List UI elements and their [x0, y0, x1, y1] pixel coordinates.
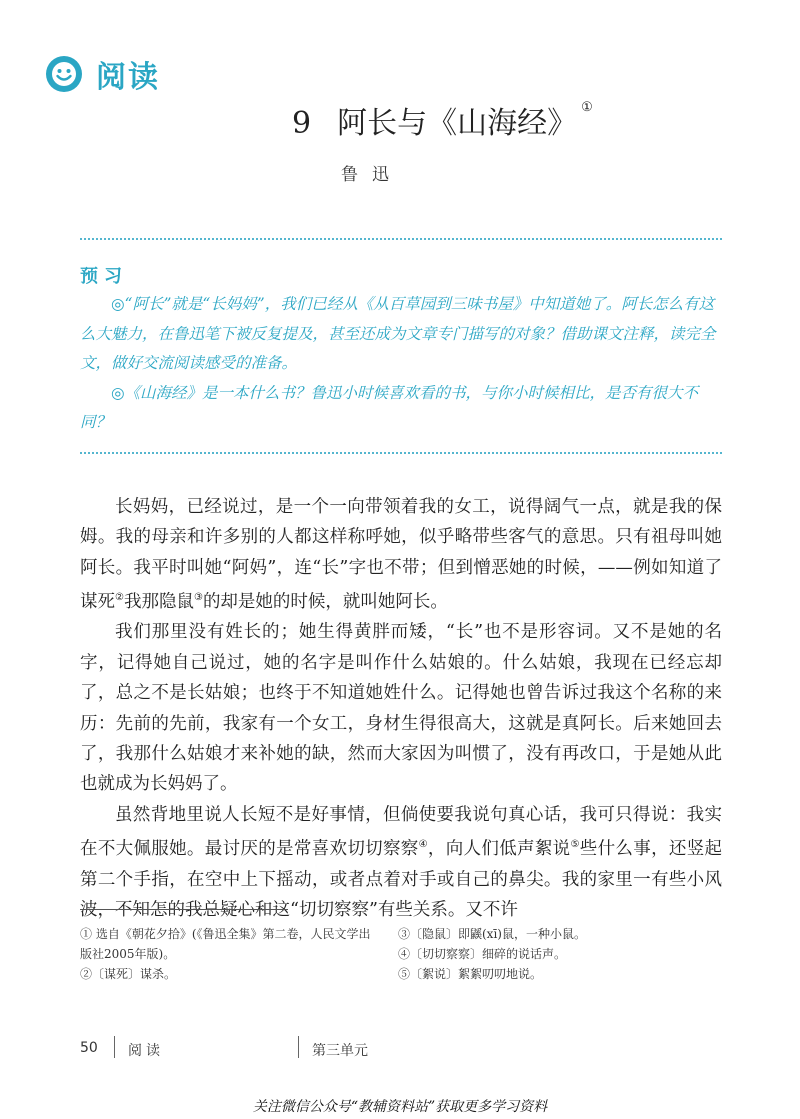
- footer-unit: 第三单元: [312, 1043, 368, 1059]
- lesson-title: [292, 98, 593, 142]
- body-paragraph-1: [80, 492, 722, 617]
- body-text-span: 的却是她的时候，就叫她阿长。: [202, 592, 448, 613]
- body-text-span: 些什么事，还竖起第二个手指，在空中上下摇动，或者点着对手或自己的鼻尖。我的家里一有些小风波，不知怎的我总疑心和这“切切察察”有些关系。又不许: [80, 839, 723, 920]
- lesson-number: 9: [292, 106, 312, 141]
- footnote-ref-3: ③: [193, 592, 203, 604]
- preview-paragraph: ◎“阿长”就是“长妈妈”，我们已经从《从百草园到三味书屋》中知道她了。阿长怎么有这么大魅力，在鲁迅笔下被反复提及，甚至还成为文章专门描写的对象？借助课文注释，读完全文，做好交流阅读感受的准备。: [80, 295, 716, 372]
- footnote-ref-5: ⑤: [570, 839, 580, 851]
- preview-paragraph: ◎《山海经》是一本什么书？鲁迅小时候喜欢看的书，与你小时候相比，是否有很大不同？: [80, 383, 699, 431]
- footer-book-title: 阅读: [128, 1043, 164, 1059]
- page-number: 50: [80, 1040, 98, 1056]
- body-text-span: 长妈妈，已经说过，是一个一向带领着我的女工，说得阔气一点，就是我的保姆。我的母亲和许多别的人都这样称呼她，似乎略带些客气的意思。只有祖母叫她阿长。我平时叫她“阿妈”，连“长”字也不带；但到憎恶她的时候，——例如知道了谋死: [80, 497, 722, 613]
- footer-divider: [298, 1036, 299, 1058]
- footer-divider: [114, 1036, 115, 1058]
- footnote-ref-4: ④: [418, 839, 428, 851]
- lesson-title-text: 阿长与《山海经》: [337, 106, 578, 141]
- divider-bottom: [80, 452, 722, 454]
- preview-label: 预习: [80, 266, 128, 287]
- watermark-text: 关注微信公众号“教辅资料站”获取更多学习资料: [252, 1099, 548, 1115]
- body-paragraph-3: [80, 800, 722, 925]
- section-header: [44, 52, 160, 96]
- footnote-2: ②〔谋死〕谋杀。: [80, 967, 177, 981]
- body-text-span: 虽然背地里说人长短不是好事情，但倘使要我说句真心话，我可只得说：我实在不大佩服她。最讨厌的是常喜欢切切察察: [80, 804, 722, 860]
- preview-box: [80, 290, 720, 438]
- footnote-rule: [80, 909, 288, 910]
- author-name: 鲁迅: [341, 165, 403, 185]
- smiley-icon: [44, 54, 84, 94]
- footnotes-left: [80, 924, 380, 984]
- footnote-3: ③〔隐鼠〕即鼷(xī)鼠，一种小鼠。: [398, 927, 586, 941]
- title-note-mark: ①: [581, 100, 593, 115]
- body-text-span: ，向人们低声絮说: [427, 839, 571, 860]
- footnote-1: ① 选自《朝花夕拾》(《鲁迅全集》第二卷，人民文学出版社2005年版)。: [80, 927, 371, 961]
- footnote-4: ④〔切切察察〕细碎的说话声。: [398, 947, 567, 961]
- footnotes-right: [398, 924, 718, 984]
- divider-top: [80, 238, 722, 240]
- body-text: [80, 492, 722, 925]
- footnote-5: ⑤〔絮说〕絮絮叨叨地说。: [398, 967, 543, 981]
- section-title: 阅读: [96, 60, 160, 95]
- body-text-span: 我那隐鼠: [123, 592, 194, 613]
- body-paragraph-2: 我们那里没有姓长的；她生得黄胖而矮，“长”也不是形容词。又不是她的名字，记得她自己说过，她的名字是叫作什么姑娘的。什么姑娘，我现在已经忘却了，总之不是长姑娘；也终于不知道她姓什么。记得她也曾告诉过我这个名称的来历：先前的先前，我家有一个女工，身材生得很高大，这就是真阿长。后来她回去了，我那什么姑娘才来补她的缺，然而大家因为叫惯了，没有再改口，于是她从此也就成为长妈妈了。: [80, 622, 722, 795]
- footnote-ref-2: ②: [115, 592, 124, 604]
